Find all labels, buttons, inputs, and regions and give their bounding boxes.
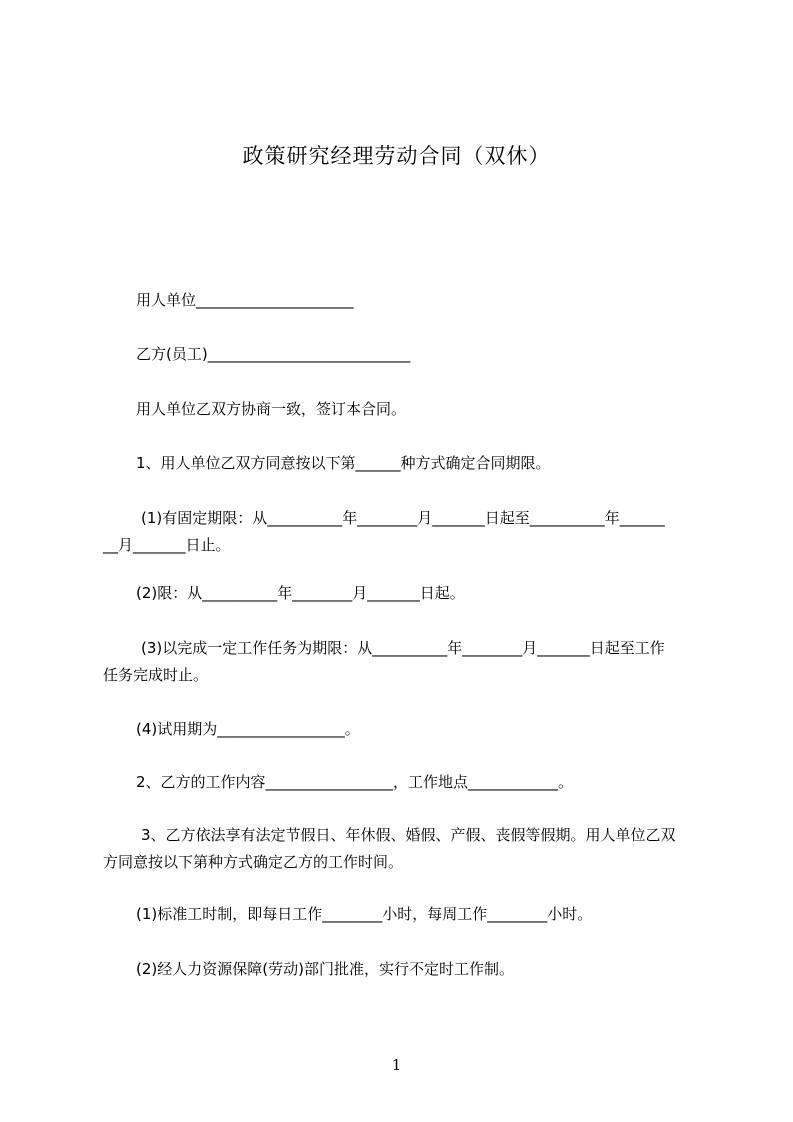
clause-2: 2、乙方的工作内容_________________，工作地点____________。 [136,773,574,791]
clause-1-option-1-line-2: __月_______日止。 [103,536,231,554]
clause-1-option-4: (4)试用期为_________________。 [136,720,360,738]
clause-1-option-1-line-1: (1)有固定期限：从__________年________月_______日起至__________年______ [141,509,665,527]
page-number: 1 [391,1056,402,1074]
clause-1-option-3-line-2: 任务完成时止。 [103,666,209,684]
clause-3-option-2: (2)经人力资源保障(劳动)部门批准，实行不定时工作制。 [136,960,514,978]
clause-3-line-2: 方同意按以下第种方式确定乙方的工作时间。 [103,853,404,871]
employer-line: 用人单位_____________________ [136,291,354,309]
document-title: 政策研究经理劳动合同（双休） [242,144,551,168]
clause-3-line-1: 3、乙方依法享有法定节假日、年休假、婚假、产假、丧假等假期。用人单位乙双 [141,826,676,844]
agreement-paragraph: 用人单位乙双方协商一致，签订本合同。 [136,400,407,418]
clause-1: 1、用人单位乙双方同意按以下第______种方式确定合同期限。 [136,454,551,472]
clause-1-option-3-line-1: (3)以完成一定工作任务为期限：从__________年________月_______日起至工作 [141,639,665,657]
clause-1-option-2: (2)限：从__________年________月_______日起。 [136,584,465,602]
clause-3-option-1: (1)标准工时制，即每日工作________小时，每周工作________小时。 [136,905,593,923]
employee-line: 乙方(员工)___________________________ [136,345,411,363]
